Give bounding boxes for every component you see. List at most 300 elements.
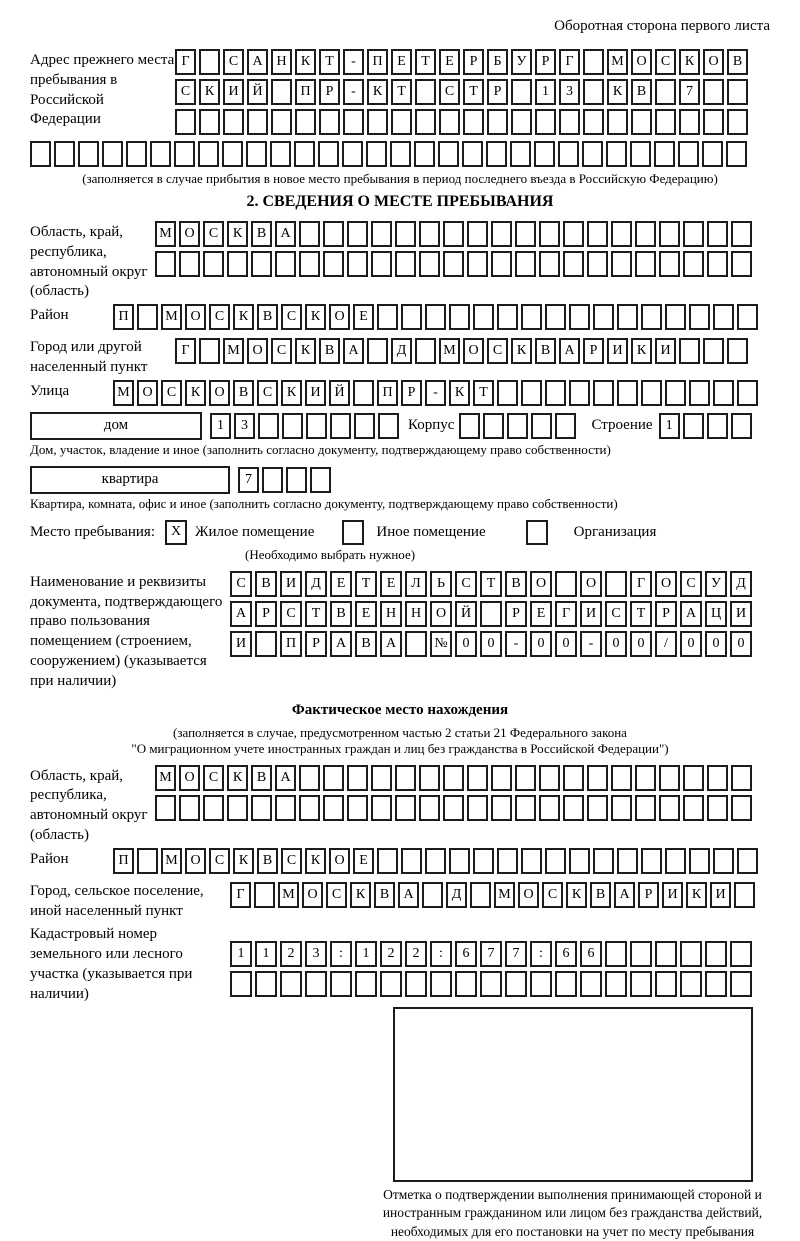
char-cell[interactable]: С — [280, 601, 302, 627]
char-cell[interactable] — [539, 221, 560, 247]
char-cell[interactable]: Й — [455, 601, 477, 627]
checkbox-residential[interactable]: X — [165, 520, 187, 545]
char-cell[interactable]: Г — [175, 338, 196, 364]
char-cell[interactable]: В — [251, 765, 272, 791]
apartment-box[interactable]: квартира — [30, 466, 230, 494]
char-cell[interactable]: 3 — [305, 941, 327, 967]
checkbox-other-premises[interactable] — [342, 520, 364, 545]
char-cell[interactable] — [419, 221, 440, 247]
char-cell[interactable] — [683, 765, 704, 791]
char-cell[interactable]: 0 — [555, 631, 577, 657]
char-cell[interactable]: 0 — [480, 631, 502, 657]
char-cell[interactable] — [665, 304, 686, 330]
char-cell[interactable]: М — [155, 765, 176, 791]
char-cell[interactable] — [306, 413, 327, 439]
char-cell[interactable] — [480, 971, 502, 997]
char-cell[interactable]: В — [505, 571, 527, 597]
char-cell[interactable] — [583, 49, 604, 75]
char-cell[interactable] — [330, 413, 351, 439]
char-cell[interactable] — [631, 109, 652, 135]
char-cell[interactable]: 2 — [405, 941, 427, 967]
char-cell[interactable]: М — [223, 338, 244, 364]
char-cell[interactable]: К — [350, 882, 371, 908]
char-cell[interactable]: С — [542, 882, 563, 908]
char-cell[interactable] — [323, 221, 344, 247]
char-cell[interactable] — [395, 795, 416, 821]
char-cell[interactable]: К — [227, 765, 248, 791]
char-cell[interactable] — [443, 251, 464, 277]
char-cell[interactable] — [395, 765, 416, 791]
char-cell[interactable] — [223, 109, 244, 135]
char-cell[interactable] — [611, 765, 632, 791]
char-cell[interactable] — [449, 304, 470, 330]
char-cell[interactable] — [605, 571, 627, 597]
char-cell[interactable]: О — [185, 848, 206, 874]
char-cell[interactable]: И — [607, 338, 628, 364]
char-cell[interactable]: М — [439, 338, 460, 364]
char-cell[interactable] — [713, 848, 734, 874]
char-cell[interactable] — [587, 221, 608, 247]
char-cell[interactable]: А — [680, 601, 702, 627]
char-cell[interactable] — [227, 251, 248, 277]
char-cell[interactable]: 0 — [455, 631, 477, 657]
char-cell[interactable]: И — [305, 380, 326, 406]
char-cell[interactable] — [731, 795, 752, 821]
char-cell[interactable]: О — [247, 338, 268, 364]
char-cell[interactable]: В — [257, 848, 278, 874]
char-cell[interactable] — [415, 338, 436, 364]
char-cell[interactable] — [555, 971, 577, 997]
char-cell[interactable]: Ь — [430, 571, 452, 597]
char-cell[interactable] — [299, 221, 320, 247]
char-cell[interactable]: В — [255, 571, 277, 597]
char-cell[interactable] — [414, 141, 435, 167]
char-cell[interactable] — [473, 848, 494, 874]
char-cell[interactable]: Д — [446, 882, 467, 908]
char-cell[interactable]: 0 — [680, 631, 702, 657]
char-cell[interactable] — [559, 109, 580, 135]
char-cell[interactable] — [680, 971, 702, 997]
char-cell[interactable]: Е — [380, 571, 402, 597]
char-cell[interactable] — [459, 413, 480, 439]
char-cell[interactable]: 0 — [705, 631, 727, 657]
char-cell[interactable]: П — [113, 304, 134, 330]
char-cell[interactable] — [199, 49, 220, 75]
char-cell[interactable] — [487, 109, 508, 135]
char-cell[interactable]: - — [343, 49, 364, 75]
char-cell[interactable]: - — [580, 631, 602, 657]
char-cell[interactable]: С — [439, 79, 460, 105]
char-cell[interactable]: И — [280, 571, 302, 597]
char-cell[interactable]: И — [730, 601, 752, 627]
char-cell[interactable]: Р — [255, 601, 277, 627]
char-cell[interactable] — [635, 765, 656, 791]
char-cell[interactable] — [707, 413, 728, 439]
char-cell[interactable]: С — [230, 571, 252, 597]
char-cell[interactable]: И — [655, 338, 676, 364]
char-cell[interactable]: Н — [405, 601, 427, 627]
char-cell[interactable]: К — [233, 848, 254, 874]
char-cell[interactable]: - — [343, 79, 364, 105]
char-cell[interactable] — [480, 601, 502, 627]
char-cell[interactable] — [473, 304, 494, 330]
char-cell[interactable] — [654, 141, 675, 167]
char-cell[interactable] — [299, 795, 320, 821]
char-cell[interactable] — [230, 971, 252, 997]
house-box[interactable]: дом — [30, 412, 202, 440]
char-cell[interactable] — [583, 79, 604, 105]
char-cell[interactable] — [521, 848, 542, 874]
char-cell[interactable]: О — [463, 338, 484, 364]
char-cell[interactable] — [655, 941, 677, 967]
char-cell[interactable]: Д — [730, 571, 752, 597]
char-cell[interactable] — [611, 251, 632, 277]
char-cell[interactable] — [521, 304, 542, 330]
char-cell[interactable]: С — [605, 601, 627, 627]
char-cell[interactable]: К — [305, 848, 326, 874]
char-cell[interactable]: О — [518, 882, 539, 908]
char-cell[interactable] — [683, 795, 704, 821]
char-cell[interactable] — [655, 79, 676, 105]
char-cell[interactable] — [617, 848, 638, 874]
char-cell[interactable]: 7 — [679, 79, 700, 105]
char-cell[interactable] — [605, 941, 627, 967]
char-cell[interactable]: 7 — [238, 467, 259, 493]
char-cell[interactable] — [415, 109, 436, 135]
char-cell[interactable]: Г — [559, 49, 580, 75]
char-cell[interactable]: Т — [391, 79, 412, 105]
char-cell[interactable]: У — [705, 571, 727, 597]
char-cell[interactable]: В — [257, 304, 278, 330]
char-cell[interactable] — [713, 304, 734, 330]
char-cell[interactable] — [378, 413, 399, 439]
char-cell[interactable] — [380, 971, 402, 997]
char-cell[interactable] — [30, 141, 51, 167]
char-cell[interactable]: К — [295, 338, 316, 364]
char-cell[interactable] — [137, 304, 158, 330]
char-cell[interactable] — [295, 109, 316, 135]
char-cell[interactable] — [270, 141, 291, 167]
char-cell[interactable] — [515, 795, 536, 821]
char-cell[interactable]: А — [398, 882, 419, 908]
char-cell[interactable] — [678, 141, 699, 167]
char-cell[interactable]: А — [559, 338, 580, 364]
char-cell[interactable]: 1 — [230, 941, 252, 967]
char-cell[interactable] — [635, 221, 656, 247]
char-cell[interactable] — [659, 251, 680, 277]
char-cell[interactable]: С — [209, 304, 230, 330]
char-cell[interactable] — [319, 109, 340, 135]
char-cell[interactable] — [505, 971, 527, 997]
char-cell[interactable] — [593, 848, 614, 874]
char-cell[interactable] — [443, 795, 464, 821]
char-cell[interactable]: М — [155, 221, 176, 247]
char-cell[interactable]: С — [271, 338, 292, 364]
checkbox-organization[interactable] — [526, 520, 548, 545]
char-cell[interactable]: П — [280, 631, 302, 657]
char-cell[interactable] — [323, 251, 344, 277]
char-cell[interactable] — [330, 971, 352, 997]
char-cell[interactable] — [262, 467, 283, 493]
char-cell[interactable] — [731, 251, 752, 277]
char-cell[interactable]: № — [430, 631, 452, 657]
char-cell[interactable]: 2 — [280, 941, 302, 967]
char-cell[interactable]: О — [179, 221, 200, 247]
char-cell[interactable]: П — [295, 79, 316, 105]
char-cell[interactable]: П — [113, 848, 134, 874]
char-cell[interactable]: 1 — [535, 79, 556, 105]
char-cell[interactable]: : — [530, 941, 552, 967]
char-cell[interactable] — [443, 221, 464, 247]
char-cell[interactable]: Р — [463, 49, 484, 75]
char-cell[interactable]: А — [330, 631, 352, 657]
char-cell[interactable] — [530, 971, 552, 997]
char-cell[interactable]: В — [535, 338, 556, 364]
char-cell[interactable]: Й — [247, 79, 268, 105]
char-cell[interactable] — [305, 971, 327, 997]
char-cell[interactable] — [683, 221, 704, 247]
char-cell[interactable] — [707, 221, 728, 247]
char-cell[interactable] — [737, 848, 758, 874]
char-cell[interactable] — [731, 413, 752, 439]
char-cell[interactable]: С — [257, 380, 278, 406]
char-cell[interactable] — [535, 109, 556, 135]
char-cell[interactable] — [555, 571, 577, 597]
char-cell[interactable] — [582, 141, 603, 167]
char-cell[interactable] — [713, 380, 734, 406]
char-cell[interactable] — [539, 765, 560, 791]
char-cell[interactable]: / — [655, 631, 677, 657]
char-cell[interactable]: : — [430, 941, 452, 967]
char-cell[interactable]: С — [680, 571, 702, 597]
char-cell[interactable] — [366, 141, 387, 167]
char-cell[interactable] — [203, 251, 224, 277]
char-cell[interactable]: К — [199, 79, 220, 105]
char-cell[interactable] — [467, 765, 488, 791]
char-cell[interactable]: М — [278, 882, 299, 908]
char-cell[interactable]: О — [655, 571, 677, 597]
char-cell[interactable]: А — [275, 765, 296, 791]
char-cell[interactable] — [587, 795, 608, 821]
char-cell[interactable]: Т — [480, 571, 502, 597]
char-cell[interactable] — [511, 109, 532, 135]
char-cell[interactable] — [438, 141, 459, 167]
char-cell[interactable] — [246, 141, 267, 167]
char-cell[interactable] — [680, 941, 702, 967]
char-cell[interactable] — [605, 971, 627, 997]
char-cell[interactable] — [467, 221, 488, 247]
char-cell[interactable]: 6 — [555, 941, 577, 967]
char-cell[interactable] — [569, 848, 590, 874]
char-cell[interactable]: В — [251, 221, 272, 247]
char-cell[interactable]: Г — [175, 49, 196, 75]
char-cell[interactable] — [175, 109, 196, 135]
char-cell[interactable] — [497, 380, 518, 406]
char-cell[interactable]: А — [247, 49, 268, 75]
char-cell[interactable]: А — [614, 882, 635, 908]
char-cell[interactable]: - — [505, 631, 527, 657]
char-cell[interactable]: 0 — [730, 631, 752, 657]
char-cell[interactable] — [286, 467, 307, 493]
char-cell[interactable]: О — [179, 765, 200, 791]
char-cell[interactable] — [705, 971, 727, 997]
char-cell[interactable] — [318, 141, 339, 167]
char-cell[interactable] — [534, 141, 555, 167]
char-cell[interactable] — [467, 251, 488, 277]
char-cell[interactable] — [347, 795, 368, 821]
char-cell[interactable] — [294, 141, 315, 167]
char-cell[interactable]: 0 — [530, 631, 552, 657]
char-cell[interactable]: Е — [353, 304, 374, 330]
char-cell[interactable] — [254, 882, 275, 908]
char-cell[interactable]: Д — [305, 571, 327, 597]
char-cell[interactable] — [282, 413, 303, 439]
char-cell[interactable] — [702, 141, 723, 167]
char-cell[interactable]: С — [655, 49, 676, 75]
char-cell[interactable] — [726, 141, 747, 167]
char-cell[interactable] — [377, 304, 398, 330]
char-cell[interactable] — [222, 141, 243, 167]
char-cell[interactable] — [703, 109, 724, 135]
char-cell[interactable] — [405, 631, 427, 657]
char-cell[interactable] — [683, 251, 704, 277]
char-cell[interactable] — [707, 795, 728, 821]
char-cell[interactable]: М — [113, 380, 134, 406]
char-cell[interactable]: К — [631, 338, 652, 364]
char-cell[interactable]: Г — [230, 882, 251, 908]
char-cell[interactable] — [587, 251, 608, 277]
char-cell[interactable] — [491, 765, 512, 791]
char-cell[interactable]: 0 — [630, 631, 652, 657]
char-cell[interactable] — [727, 109, 748, 135]
char-cell[interactable]: К — [367, 79, 388, 105]
char-cell[interactable] — [462, 141, 483, 167]
char-cell[interactable]: Н — [380, 601, 402, 627]
char-cell[interactable]: С — [455, 571, 477, 597]
char-cell[interactable]: П — [367, 49, 388, 75]
char-cell[interactable] — [419, 795, 440, 821]
char-cell[interactable] — [665, 380, 686, 406]
char-cell[interactable]: О — [580, 571, 602, 597]
char-cell[interactable]: - — [425, 380, 446, 406]
char-cell[interactable] — [630, 971, 652, 997]
char-cell[interactable] — [401, 304, 422, 330]
char-cell[interactable] — [705, 941, 727, 967]
char-cell[interactable]: Р — [505, 601, 527, 627]
char-cell[interactable]: 7 — [480, 941, 502, 967]
char-cell[interactable] — [659, 795, 680, 821]
char-cell[interactable] — [521, 380, 542, 406]
char-cell[interactable] — [659, 765, 680, 791]
char-cell[interactable]: Т — [355, 571, 377, 597]
char-cell[interactable] — [593, 380, 614, 406]
char-cell[interactable] — [587, 765, 608, 791]
char-cell[interactable]: 3 — [559, 79, 580, 105]
char-cell[interactable]: К — [679, 49, 700, 75]
char-cell[interactable] — [353, 380, 374, 406]
char-cell[interactable]: Т — [473, 380, 494, 406]
char-cell[interactable]: Й — [329, 380, 350, 406]
char-cell[interactable] — [737, 380, 758, 406]
char-cell[interactable]: О — [302, 882, 323, 908]
char-cell[interactable] — [563, 221, 584, 247]
char-cell[interactable] — [617, 304, 638, 330]
char-cell[interactable] — [137, 848, 158, 874]
char-cell[interactable] — [347, 765, 368, 791]
char-cell[interactable]: Ц — [705, 601, 727, 627]
char-cell[interactable]: К — [281, 380, 302, 406]
char-cell[interactable]: С — [203, 221, 224, 247]
char-cell[interactable]: Е — [391, 49, 412, 75]
char-cell[interactable] — [405, 971, 427, 997]
char-cell[interactable]: Р — [638, 882, 659, 908]
char-cell[interactable]: Р — [401, 380, 422, 406]
char-cell[interactable] — [355, 971, 377, 997]
char-cell[interactable]: М — [494, 882, 515, 908]
char-cell[interactable] — [199, 338, 220, 364]
char-cell[interactable] — [531, 413, 552, 439]
char-cell[interactable] — [439, 109, 460, 135]
char-cell[interactable] — [102, 141, 123, 167]
char-cell[interactable]: Е — [355, 601, 377, 627]
char-cell[interactable] — [247, 109, 268, 135]
char-cell[interactable] — [497, 304, 518, 330]
char-cell[interactable] — [515, 765, 536, 791]
char-cell[interactable] — [443, 765, 464, 791]
char-cell[interactable] — [425, 848, 446, 874]
char-cell[interactable] — [255, 971, 277, 997]
char-cell[interactable] — [179, 795, 200, 821]
char-cell[interactable]: О — [329, 848, 350, 874]
char-cell[interactable] — [545, 848, 566, 874]
char-cell[interactable]: 1 — [355, 941, 377, 967]
char-cell[interactable] — [470, 882, 491, 908]
char-cell[interactable] — [419, 765, 440, 791]
char-cell[interactable] — [563, 765, 584, 791]
char-cell[interactable]: К — [305, 304, 326, 330]
char-cell[interactable] — [689, 380, 710, 406]
char-cell[interactable]: К — [227, 221, 248, 247]
char-cell[interactable]: М — [161, 848, 182, 874]
char-cell[interactable] — [611, 795, 632, 821]
char-cell[interactable] — [730, 941, 752, 967]
char-cell[interactable]: 0 — [605, 631, 627, 657]
char-cell[interactable] — [539, 795, 560, 821]
char-cell[interactable]: В — [374, 882, 395, 908]
char-cell[interactable] — [422, 882, 443, 908]
char-cell[interactable] — [179, 251, 200, 277]
char-cell[interactable]: 6 — [455, 941, 477, 967]
char-cell[interactable]: О — [329, 304, 350, 330]
char-cell[interactable]: С — [487, 338, 508, 364]
char-cell[interactable]: К — [449, 380, 470, 406]
char-cell[interactable] — [463, 109, 484, 135]
char-cell[interactable] — [491, 221, 512, 247]
char-cell[interactable]: К — [511, 338, 532, 364]
char-cell[interactable]: С — [281, 304, 302, 330]
char-cell[interactable]: М — [161, 304, 182, 330]
char-cell[interactable] — [707, 251, 728, 277]
char-cell[interactable] — [342, 141, 363, 167]
char-cell[interactable] — [425, 304, 446, 330]
char-cell[interactable]: Н — [271, 49, 292, 75]
char-cell[interactable]: 3 — [234, 413, 255, 439]
char-cell[interactable] — [174, 141, 195, 167]
char-cell[interactable]: С — [175, 79, 196, 105]
char-cell[interactable] — [703, 338, 724, 364]
char-cell[interactable] — [580, 971, 602, 997]
char-cell[interactable] — [371, 765, 392, 791]
